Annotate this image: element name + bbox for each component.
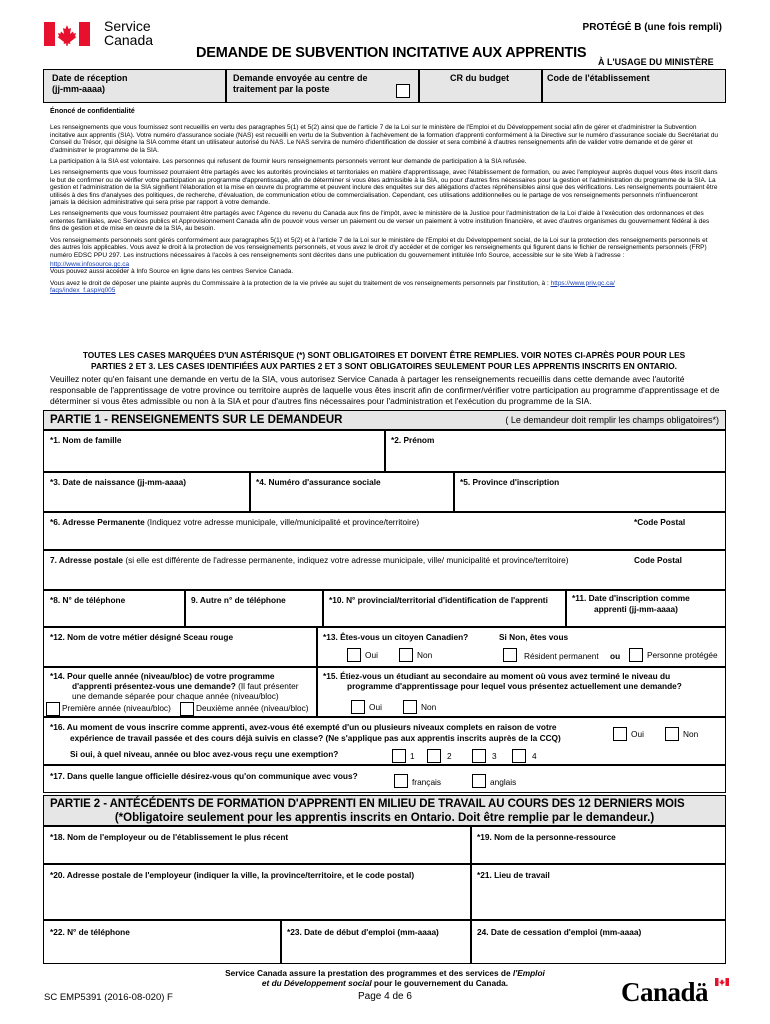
consent-notice: Veuillez noter qu'en faisant une demande en vertu de la SIA, vous autorisez Service Canada à partager les renseignements recueillis dans cette demande avec l'autorité responsable de l'apprentissage de votre province ou territoire auprès de laquelle vous êtes inscrit afin de confirmer/vérifier votre participation au programme d'apprentissage et de déterminer si vous êtes admissible ou non à la SIA et pour d'autres fins nécessaires pour l'administration et l'exécution du programme de la SIA. <box>50 374 720 406</box>
level-4-checkbox[interactable] <box>512 749 526 763</box>
other-phone-field[interactable] <box>185 590 323 627</box>
mailing-address-hint: (si elle est différente de l'adresse permanente, indiquez votre adresse municipale, ville/ municipalité et province/territoire) <box>123 555 569 565</box>
first-year-checkbox[interactable] <box>46 702 60 716</box>
mailing-postal-code-label: Code Postal <box>634 555 682 565</box>
sin-field[interactable] <box>250 472 454 512</box>
sent-by-mail-label-1: Demande envoyée au centre de <box>233 73 368 83</box>
establishment-code-cell[interactable] <box>542 69 726 103</box>
infosource-link[interactable]: http://www.infosource.gc.ca <box>50 260 130 268</box>
protected-person-label: Personne protégée <box>647 650 718 660</box>
confidentiality-p1: Les renseignements que vous fournissez sont recueillis en vertu des paragraphes 5(1) et 5(2) ainsi que de l'article 7 de la Loi sur le ministère de l'Emploi et du Développement social afin de gérer et d'administrer la Subvention incitative aux apprentis (SIA). Votre numéro d'assurance sociale (NAS) est recueilli en vertu de la Subvention à l'achèvement de la formation d'apprenti conformément à la Directive sur le numéro d'assurance sociale du Secrétariat du Conseil du Trésor, qui désigne la SIA comme étant un utilisateur autorisé du NAS. Le NAS servira de numéro d'identification de dossier et sera combiné à d'autres renseignements afin de valider votre demande et de gérer et d'administrer le programme de la SIA. <box>50 124 718 154</box>
trade-name-field[interactable] <box>43 627 317 667</box>
permanent-address-field[interactable] <box>43 512 726 550</box>
employer-name-label: *18. Nom de l'employeur ou de l'établissement le plus récent <box>50 832 289 842</box>
language-label: *17. Dans quelle langue officielle désirez-vous qu'on communique avec vous? <box>50 771 358 781</box>
apprentice-id-label: *10. N° provincial/territorial d'identification de l'apprenti <box>329 595 548 605</box>
mandatory-notice-line1: TOUTES LES CASES MARQUÉES D'UN ASTÉRISQUE (*) SONT OBLIGATOIRES ET DOIVENT ÊTRE REMPLIES. VOIR NOTES CI-APRÈS POUR POUR LES <box>82 350 686 360</box>
secondary-no-checkbox[interactable] <box>403 700 417 714</box>
employer-phone-label: *22. N° de téléphone <box>50 927 130 937</box>
birth-date-field[interactable] <box>43 472 250 512</box>
language-field <box>43 765 726 793</box>
footer-line2b: pour le gouvernement du Canada. <box>371 978 509 988</box>
permanent-address-hint: (Indiquez votre adresse municipale, ville/municipalité et province/territoire) <box>144 517 420 527</box>
citizen-yes-checkbox[interactable] <box>347 648 361 662</box>
sent-by-mail-label-2: traitement par la poste <box>233 84 330 94</box>
part2-title-line2: (*Obligatoire seulement pour les apprentis inscrits en Ontario. Doit être remplie par le demandeur.) <box>114 812 655 824</box>
employer-address-label: *20. Adresse postale de l'employeur (indiquer la ville, la province/territoire, et le code postal) <box>50 870 415 880</box>
or-label: ou <box>610 651 621 661</box>
part1-note: ( Le demandeur doit remplir les champs obligatoires*) <box>505 415 719 425</box>
service-line1: Service <box>104 18 151 34</box>
secondary-student-label-1: *15. Étiez-vous un étudiant au secondaire au moment où vous avez terminé le niveau du <box>323 671 671 681</box>
program-year-label-1: *14. Pour quelle année (niveau/bloc) de votre programme <box>50 671 275 681</box>
permanent-resident-checkbox[interactable] <box>503 648 517 662</box>
registration-date-label-1: *11. Date d'inscription comme <box>572 593 690 603</box>
first-name-label: *2. Prénom <box>391 435 435 445</box>
confidentiality-p4: Les renseignements que vous fournissez pourraient être partagés avec l'Agence du revenu du Canada aux fins de l'impôt, avec le ministère de la Justice pour l'administration de la Loi d'aide à l'exécution des ordonnances et des ententes familiales, avec Services publics et Approvisionnement Canada afin de pouvoir vous verser un paiement ou de verser un paiement à votre institution financière, et avec d'autres organismes du gouvernement fédéral à des fins de gestion et de mise en œuvre de la SIA, au besoin. <box>50 210 710 233</box>
page-number: Page 4 de 6 <box>358 991 412 1002</box>
program-year-label-2b: (Il faut présenter <box>235 681 299 691</box>
sent-by-mail-checkbox[interactable] <box>396 84 410 98</box>
date-received-format: (jj-mm-aaaa) <box>52 84 106 94</box>
confidentiality-section <box>50 108 718 295</box>
citizenship-label: *13. Êtes-vous un citoyen Canadien? <box>323 632 469 642</box>
confidentiality-heading: Énoncé de confidentialité <box>50 108 135 115</box>
confidentiality-p6: Vous pouvez aussi accéder à Info Source en ligne dans les centres Service Canada. <box>50 268 294 276</box>
permanent-resident-label: Résident permanent <box>524 651 599 661</box>
confidentiality-p7: Vous avez le droit de déposer une plainte auprès du Commissaire à la protection de la vie privée au sujet du traitement de vos renseignements personnels par l'institution, à : <box>50 279 549 287</box>
permanent-postal-code-label: *Code Postal <box>634 517 686 527</box>
last-name-label: *1. Nom de famille <box>50 435 122 445</box>
program-year-field <box>43 667 317 717</box>
citizen-no-checkbox[interactable] <box>399 648 413 662</box>
level-1-checkbox[interactable] <box>392 749 406 763</box>
footer-line1b: l'Emploi <box>512 968 545 978</box>
service-line2: Canada <box>104 32 154 48</box>
permanent-address-label: *6. Adresse Permanente <box>50 517 145 527</box>
french-label: français <box>412 777 442 787</box>
workplace-label: *21. Lieu de travail <box>477 870 550 880</box>
confidentiality-p2: La participation à la SIA est volontaire. Les personnes qui refusent de fournir leurs renseignements personnels verront leur demande de participation à la SIA refusée. <box>50 158 527 166</box>
form-title: DEMANDE DE SUBVENTION INCITATIVE AUX APPRENTIS <box>196 45 587 61</box>
part2-header <box>43 795 726 826</box>
secondary-yes-label: Oui <box>369 702 382 712</box>
secondary-student-field <box>317 667 726 717</box>
apprentice-id-field[interactable] <box>323 590 566 627</box>
province-registration-label: *5. Province d'inscription <box>460 477 560 487</box>
first-year-label: Première année (niveau/bloc) <box>62 703 171 713</box>
birth-date-label: *3. Date de naissance (jj-mm-aaaa) <box>50 477 187 487</box>
exemption-no-label: Non <box>683 729 699 739</box>
secondary-no-label: Non <box>421 702 437 712</box>
employment-start-label: *23. Date de début d'emploi (mm-aaaa) <box>287 927 439 937</box>
contact-person-label: *19. Nom de la personne-ressource <box>477 832 616 842</box>
canada-wordmark <box>621 978 731 1006</box>
last-name-field[interactable] <box>43 430 385 472</box>
employer-phone-field[interactable] <box>43 920 281 964</box>
registration-date-label-2: apprenti (jj-mm-aaaa) <box>594 604 678 614</box>
province-registration-field[interactable] <box>454 472 726 512</box>
date-received-label: Date de réception <box>52 73 128 83</box>
secondary-student-label-2: programme d'apprentissage pour lequel vous présentez actuellement une demande? <box>347 681 682 691</box>
contact-person-field[interactable] <box>471 826 726 864</box>
program-year-label-3: une demande séparée pour chaque année (niveau/bloc) <box>72 691 279 701</box>
level-2-checkbox[interactable] <box>427 749 441 763</box>
english-label: anglais <box>490 777 517 787</box>
employment-end-field[interactable] <box>471 920 726 964</box>
french-checkbox[interactable] <box>394 774 408 788</box>
employment-start-field[interactable] <box>281 920 471 964</box>
privacy-link-b[interactable]: faqs/index_f.asp#q005 <box>50 287 116 295</box>
registration-date-field[interactable] <box>566 590 726 627</box>
citizenship-if-no-label: Si Non, êtes vous <box>499 632 569 642</box>
sent-by-mail-cell <box>226 69 419 103</box>
part1-header <box>43 410 726 430</box>
mailing-address-field[interactable] <box>43 550 726 590</box>
privacy-link-a[interactable]: https://www.priv.gc.ca/ <box>550 279 615 287</box>
mandatory-notice <box>52 350 716 372</box>
secondary-yes-checkbox[interactable] <box>351 700 365 714</box>
other-phone-label: 9. Autre n° de téléphone <box>191 595 286 605</box>
second-year-checkbox[interactable] <box>180 702 194 716</box>
footer-line1a: Service Canada assure la prestation des programmes et des services de <box>225 968 513 978</box>
budget-cr-cell[interactable] <box>419 69 542 103</box>
exemption-label-1: *16. Au moment de vous inscrire comme apprenti, avez-vous été exempté d'un ou plusieurs niveaux complets en raison de votre <box>50 722 557 732</box>
exemption-yes-label: Oui <box>631 729 644 739</box>
first-name-field[interactable] <box>385 430 726 472</box>
exemption-no-checkbox[interactable] <box>665 727 679 741</box>
ministry-use-label: À L'USAGE DU MINISTÈRE <box>598 57 714 67</box>
mailing-address-label: 7. Adresse postale <box>50 555 124 565</box>
canada-flag-logo <box>44 22 90 46</box>
level-1-label: 1 <box>410 751 415 761</box>
citizen-no-label: Non <box>417 650 433 660</box>
protected-b-label: PROTÉGÉ B (une fois rempli) <box>582 22 722 33</box>
citizenship-field <box>317 627 726 667</box>
level-4-label: 4 <box>532 751 537 761</box>
employer-address-field[interactable] <box>43 864 471 920</box>
part2-title-line1: PARTIE 2 - ANTÉCÉDENTS DE FORMATION D'APPRENTI EN MILIEU DE TRAVAIL AU COURS DES 12 DERNIERS MOIS <box>50 798 685 810</box>
program-year-label-2: d'apprenti présentez-vous une demande? <box>72 681 236 691</box>
trade-name-label: *12. Nom de votre métier désigné Sceau rouge <box>50 632 234 642</box>
level-3-label: 3 <box>492 751 497 761</box>
level-2-label: 2 <box>447 751 452 761</box>
english-checkbox[interactable] <box>472 774 486 788</box>
mandatory-notice-line2: PARTIES 2 ET 3. LES CASES IDENTIFIÉES AUX PARTIES 2 ET 3 SONT OBLIGATOIRES SEULEMENT POUR LES APPRENTIS INSCRITS EN ONTARIO. <box>91 361 677 371</box>
citizen-yes-label: Oui <box>365 650 378 660</box>
form-code: SC EMP5391 (2016-08-020) F <box>44 992 173 1003</box>
second-year-label: Deuxième année (niveau/bloc) <box>196 703 309 713</box>
exemption-yes-checkbox[interactable] <box>613 727 627 741</box>
canada-wordmark-text: Canadä <box>621 977 709 1007</box>
confidentiality-p5: Vos renseignements personnels sont gérés conformément aux paragraphes 5(1) et 5(2) et à l'article 7 de la Loi sur le ministère de l'Emploi et du Développement social, de la Loi sur la protection des renseignements personnels et des autres lois applicables. Vous avez le droit à la protection de vos renseignements personnels, et vous avez le droit d'y accéder et de corriger les renseignements qui figurent dans le fichier de renseignements personnels (FRP) numéro EDSC PPU 297. Les instructions nécessaires à l'accès à ces renseignements sont décrites dans une publication du gouvernement intitulée Info Source, accessible sur le site Web à l'adresse : <box>50 236 708 259</box>
footer-line2a: et du Développement social <box>261 978 372 988</box>
exemption-field <box>43 717 726 765</box>
workplace-field[interactable] <box>471 864 726 920</box>
budget-cr-label: CR du budget <box>450 73 509 83</box>
exemption-level-question: Si oui, à quel niveau, année ou bloc avez-vous reçu une exemption? <box>70 749 339 759</box>
wordmark-flag-icon <box>715 978 729 986</box>
phone-label: *8. N° de téléphone <box>50 595 126 605</box>
service-canada-signature <box>104 19 153 47</box>
level-3-checkbox[interactable] <box>472 749 486 763</box>
sin-label: *4. Numéro d'assurance sociale <box>256 477 381 487</box>
employment-end-label: 24. Date de cessation d'emploi (mm-aaaa) <box>477 927 642 937</box>
establishment-code-label: Code de l'établissement <box>547 73 650 83</box>
part1-title: PARTIE 1 - RENSEIGNEMENTS SUR LE DEMANDEUR <box>50 414 343 426</box>
employer-name-field[interactable] <box>43 826 471 864</box>
date-received-cell[interactable] <box>43 69 226 103</box>
footer-statement <box>150 968 620 988</box>
phone-field[interactable] <box>43 590 185 627</box>
protected-person-checkbox[interactable] <box>629 648 643 662</box>
confidentiality-p3: Les renseignements que vous fournissez pourraient être partagés avec les autorités provinciales et territoriales en matière d'apprentissage, avec l'établissement de formation, ou avec l'employeur auprès duquel vous êtes inscrit dans le but de confirmer ou de vérifier votre participation au programme d'apprentissage, afin de déterminer si vous êtes admissible à la SIA, ou pour d'autres fins nécessaires pour la gestion et l'administration du programme de la SIA. La gestion et l'administration de la SIA signifient l'élaboration et la mise en œuvre du programme et peuvent inclure des enquêtes sur des allégations d'actes répréhensibles ainsi que des vérifications. Les renseignements pourraient être utilisés à des fins d'analyses des politiques, de recherche, d'évaluation, de communication et/ou de commercialisation. Cependant, ces utilisations additionnelles ou le partage de vos renseignements personnels n'influenceront jamais la décision administrative qui sera prise par rapport à votre demande. <box>50 169 718 207</box>
exemption-label-2: expérience de travail passée et des cours déjà suivis en classe? (Ne s'applique pas aux apprentis inscrits auprès de la CCQ) <box>70 733 561 743</box>
